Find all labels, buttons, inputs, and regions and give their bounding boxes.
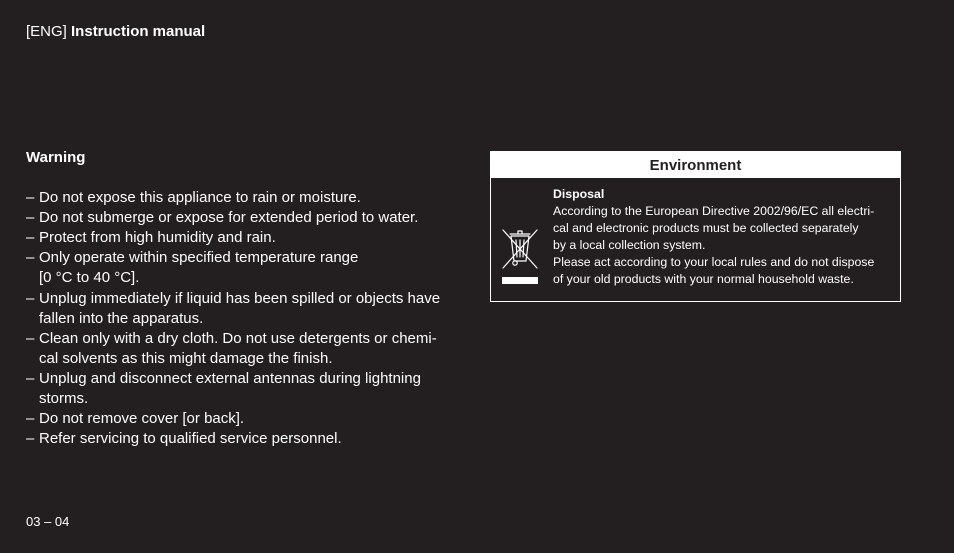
warning-item-line: fallen into the apparatus.	[39, 309, 204, 327]
warning-item-line: [0 °C to 40 °C].	[39, 269, 140, 287]
dash: –	[26, 410, 35, 428]
disposal-line: cal and electronic products must be collected separately	[553, 221, 859, 235]
document-header	[26, 23, 205, 41]
disposal-line: by a local collection system.	[553, 238, 706, 252]
disposal-text-block	[553, 186, 899, 288]
dash: –	[26, 369, 35, 387]
warning-list	[26, 188, 466, 449]
warning-title: Warning	[26, 149, 86, 166]
warning-item-line: Unplug and disconnect external antennas during lightning	[39, 369, 421, 387]
warning-item-line: Do not submerge or expose for extended period to water.	[39, 209, 419, 227]
warning-item	[26, 248, 466, 288]
warning-item-line: Clean only with a dry cloth. Do not use detergents or chemi-	[39, 329, 437, 347]
warning-item-line: Refer servicing to qualified service personnel.	[39, 430, 342, 448]
warning-item-line: cal solvents as this might damage the finish.	[39, 349, 333, 367]
warning-item	[26, 228, 466, 248]
environment-title: Environment	[491, 152, 900, 178]
dash: –	[26, 289, 35, 307]
dash: –	[26, 329, 35, 347]
warning-item-line: Do not expose this appliance to rain or moisture.	[39, 189, 361, 207]
warning-item-line: storms.	[39, 390, 89, 408]
disposal-title: Disposal	[553, 187, 605, 201]
warning-item	[26, 188, 466, 208]
language-code: [ENG]	[26, 23, 67, 40]
dash: –	[26, 229, 35, 247]
dash: –	[26, 249, 35, 267]
disposal-line: According to the European Directive 2002/96/EC all electri-	[553, 204, 875, 218]
warning-item	[26, 369, 466, 409]
disposal-line: Please act according to your local rules and do not dispose	[553, 255, 875, 269]
warning-item-line: Protect from high humidity and rain.	[39, 229, 276, 247]
warning-item-line: Do not remove cover [or back].	[39, 410, 245, 428]
dash: –	[26, 209, 35, 227]
warning-item-line: Unplug immediately if liquid has been spilled or objects have	[39, 289, 441, 307]
warning-item	[26, 208, 466, 228]
document-title: Instruction manual	[71, 23, 206, 40]
dash: –	[26, 189, 35, 207]
crossed-out-wheelie-bin-icon	[501, 228, 539, 288]
warning-section	[26, 148, 466, 449]
warning-item	[26, 289, 466, 329]
warning-item	[26, 409, 466, 429]
dash: –	[26, 430, 35, 448]
disposal-line: of your old products with your normal household waste.	[553, 272, 854, 286]
page-numbers: 03 – 04	[26, 514, 70, 529]
warning-item	[26, 329, 466, 369]
environment-box	[490, 151, 901, 302]
warning-item	[26, 429, 466, 449]
warning-item-line: Only operate within specified temperature range	[39, 249, 359, 267]
